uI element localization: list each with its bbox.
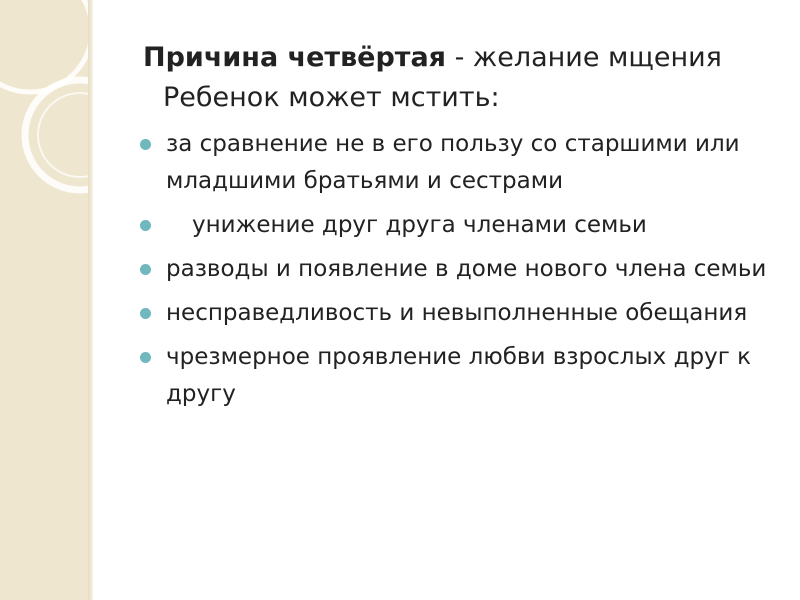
title-bold-part: Причина четвёртая xyxy=(143,42,446,73)
slide-title xyxy=(143,38,783,78)
bullet-dot-icon xyxy=(140,352,151,363)
bullet-dot-icon xyxy=(140,220,151,231)
list-item xyxy=(140,126,785,200)
bullet-list xyxy=(140,126,785,420)
bullet-dot-icon xyxy=(140,139,151,150)
sidebar-edge xyxy=(88,0,93,600)
bullet-dot-icon xyxy=(140,308,151,319)
title-rest-part: - желание мщения xyxy=(446,42,722,73)
list-item xyxy=(140,295,785,332)
bullet-text: унижение друг друга членами семьи xyxy=(192,212,647,238)
bullet-text: несправедливость и невыполненные обещания xyxy=(166,300,748,326)
decorative-sidebar xyxy=(0,0,88,600)
list-item xyxy=(140,207,785,244)
bullet-dot-icon xyxy=(140,264,151,275)
list-item xyxy=(140,251,785,288)
slide-subtitle: Ребенок может мстить: xyxy=(163,82,500,113)
decorative-rings-graphic xyxy=(0,0,88,600)
bullet-text: разводы и появление в доме нового члена семьи xyxy=(166,256,767,282)
bullet-text: чрезмерное проявление любви взрослых друг к другу xyxy=(166,344,751,407)
bullet-text: за сравнение не в его пользу со старшими или младшими братьями и сестрами xyxy=(166,131,740,194)
list-item xyxy=(140,339,785,413)
